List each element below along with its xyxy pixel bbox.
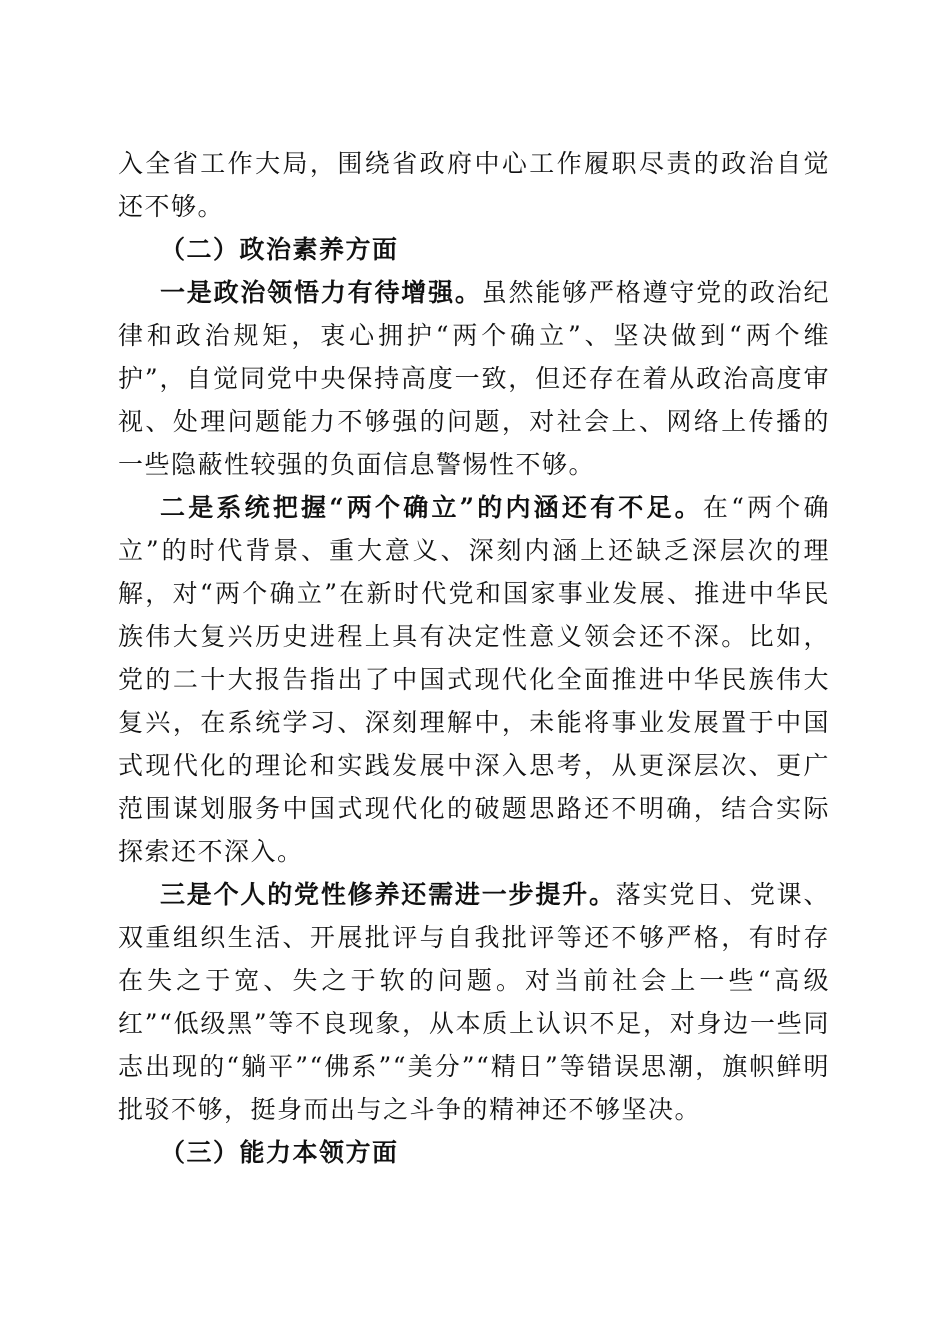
paragraph-text: 落实党日、党课、双重组织生活、开展批评与自我批评等还不够严格，有时存在失之于宽、失之于软的问题。对当前社会上一些“高级红”“低级黑”等不良现象，从本质上认识不足，对身边一些同志出现的“躺平”“佛系”“美分”“精日”等错误思潮，旗帜鲜明批驳不够，挺身而出与之斗争的精神还不够坚决。: [118, 880, 830, 1124]
paragraph-party-cultivation: [118, 873, 830, 1131]
paragraph-two-establishments: [118, 486, 830, 873]
paragraph-continuation: 入全省工作大局，围绕省政府中心工作履职尽责的政治自觉还不够。: [118, 149, 830, 221]
document-body: [118, 142, 830, 1174]
paragraph-text: 在“两个确立”的时代背景、重大意义、深刻内涵上还缺乏深层次的理解，对“两个确立”在新时代党和国家事业发展、推进中华民族伟大复兴历史进程上具有决定性意义领会还不深。比如，党的二十大报告指出了中国式现代化全面推进中华民族伟大复兴，在系统学习、深刻理解中，未能将事业发展置于中国式现代化的理论和实践发展中深入思考，从更深层次、更广范围谋划服务中国式现代化的破题思路还不明确，结合实际探索还不深入。: [118, 493, 830, 866]
paragraph-lead: 一是政治领悟力有待增强。: [160, 278, 482, 307]
paragraph-lead: 三是个人的党性修养还需进一步提升。: [160, 880, 616, 909]
paragraph-text: 虽然能够严格遵守党的政治纪律和政治规矩，衷心拥护“两个确立”、坚决做到“两个维护”，自觉同党中央保持高度一致，但还存在着从政治高度审视、处理问题能力不够强的问题，对社会上、网络上传播的一些隐蔽性较强的负面信息警惕性不够。: [118, 278, 830, 479]
section-heading-political-literacy: （二）政治素养方面: [160, 235, 399, 264]
paragraph-political-comprehension: [118, 271, 830, 486]
paragraph-lead: 二是系统把握“两个确立”的内涵还有不足。: [160, 493, 703, 522]
section-heading-capability: （三）能力本领方面: [160, 1138, 399, 1167]
